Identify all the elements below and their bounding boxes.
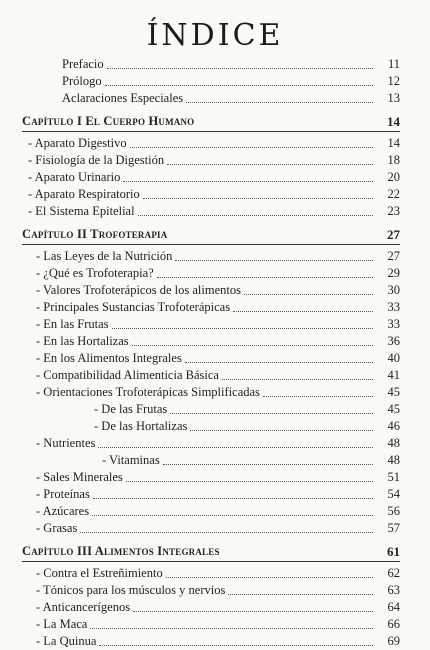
- dot-leader: [185, 362, 373, 363]
- dot-leader: [244, 294, 373, 295]
- dot-leader: [126, 481, 373, 482]
- toc-entry-page-number: 27: [387, 249, 400, 263]
- toc-entry-label: Prólogo: [62, 74, 102, 88]
- chapter-divider: [22, 561, 400, 562]
- page-title: ÍNDICE: [146, 18, 284, 53]
- toc-entry: [22, 520, 400, 537]
- toc-entry-label: - En las Hortalizas: [36, 334, 129, 348]
- toc-entry-page-number: 62: [387, 566, 400, 580]
- toc-entry-page-number: 64: [387, 600, 400, 614]
- toc-entry-page-number: 23: [387, 204, 400, 218]
- toc-entry: [22, 203, 400, 220]
- toc-entry-label: - Proteínas: [36, 487, 90, 501]
- toc-entry: [22, 435, 400, 452]
- toc-entry-label: - La Quinua: [36, 634, 97, 648]
- toc-entry-label: - Sales Minerales: [36, 470, 123, 484]
- dot-leader: [133, 611, 373, 612]
- toc-entry-page-number: 30: [387, 283, 400, 297]
- toc-entry-page-number: 40: [387, 351, 400, 365]
- toc-entry-page-number: 46: [387, 419, 400, 433]
- table-of-contents: [22, 56, 400, 650]
- chapter-heading-label: Capítulo II Trofoterapia: [22, 227, 168, 241]
- toc-entry: [22, 582, 400, 599]
- toc-entry: [22, 633, 400, 650]
- toc-entry: [22, 333, 400, 350]
- dot-leader: [228, 594, 373, 595]
- dot-leader: [107, 68, 373, 69]
- dot-leader: [222, 379, 373, 380]
- toc-entry-page-number: 22: [387, 187, 400, 201]
- dot-leader: [132, 345, 373, 346]
- chapter-divider: [22, 244, 400, 245]
- toc-entry-label: - Contra el Estreñimiento: [36, 566, 163, 580]
- toc-entry: [22, 616, 400, 633]
- chapter-heading-page-number: 27: [387, 227, 400, 242]
- toc-entry-page-number: 36: [387, 334, 400, 348]
- dot-leader: [167, 164, 373, 165]
- chapter-heading: [22, 542, 400, 560]
- dot-leader: [123, 181, 373, 182]
- dot-leader: [112, 328, 373, 329]
- toc-entry-page-number: 13: [387, 91, 400, 105]
- toc-entry-page-number: 45: [387, 385, 400, 399]
- toc-entry: [22, 452, 400, 469]
- toc-entry: [22, 248, 400, 265]
- toc-entry-label: - Nutrientes: [36, 436, 96, 450]
- toc-entry-label: - Aparato Digestivo: [28, 136, 127, 150]
- toc-entry-page-number: 14: [387, 136, 400, 150]
- chapter-heading-page-number: 14: [387, 114, 400, 129]
- toc-entry-page-number: 33: [387, 300, 400, 314]
- toc-entry-label: - Anticancerígenos: [36, 600, 131, 614]
- toc-entry: [22, 135, 400, 152]
- toc-entry-page-number: 11: [387, 57, 400, 71]
- toc-entry-label: - Azúcares: [36, 504, 90, 518]
- toc-entry: [22, 367, 400, 384]
- chapter-divider: [22, 131, 400, 132]
- toc-entry: [22, 401, 400, 418]
- toc-entry-page-number: 33: [387, 317, 400, 331]
- chapter-heading-label: Capítulo III Alimentos Integrales: [22, 544, 220, 558]
- dot-leader: [263, 396, 373, 397]
- toc-entry-page-number: 57: [387, 521, 400, 535]
- toc-entry-label: - Principales Sustancias Trofoterápicas: [36, 300, 231, 314]
- toc-entry: [22, 418, 400, 435]
- toc-entry-page-number: 18: [387, 153, 400, 167]
- toc-entry-label: - ¿Qué es Trofoterapia?: [36, 266, 154, 280]
- toc-entry: [22, 599, 400, 616]
- toc-entry-page-number: 66: [387, 617, 400, 631]
- toc-entry-page-number: 48: [387, 453, 400, 467]
- dot-leader: [190, 430, 373, 431]
- dot-leader: [90, 628, 373, 629]
- toc-entry-page-number: 54: [387, 487, 400, 501]
- toc-entry-page-number: 20: [387, 170, 400, 184]
- toc-entry-label: - La Maca: [36, 617, 88, 631]
- toc-entry-label: - De las Frutas: [94, 402, 168, 416]
- toc-entry: [22, 152, 400, 169]
- toc-entry: [22, 503, 400, 520]
- dot-leader: [105, 85, 373, 86]
- dot-leader: [93, 498, 373, 499]
- toc-entry-label: Aclaraciones Especiales: [62, 91, 184, 105]
- toc-entry-label: - Fisiología de la Digestión: [28, 153, 165, 167]
- chapter-heading-page-number: 61: [387, 544, 400, 559]
- toc-entry: [22, 73, 400, 90]
- toc-entry-page-number: 63: [387, 583, 400, 597]
- toc-entry-page-number: 12: [387, 74, 400, 88]
- dot-leader: [143, 198, 373, 199]
- toc-entry-label: - Aparato Urinario: [28, 170, 121, 184]
- toc-entry-page-number: 51: [387, 470, 400, 484]
- toc-entry: [22, 384, 400, 401]
- dot-leader: [170, 413, 373, 414]
- dot-leader: [80, 532, 373, 533]
- dot-leader: [130, 147, 373, 148]
- dot-leader: [163, 464, 373, 465]
- toc-entry-page-number: 45: [387, 402, 400, 416]
- toc-entry-page-number: 56: [387, 504, 400, 518]
- dot-leader: [186, 102, 373, 103]
- toc-entry-label: - En las Frutas: [36, 317, 109, 331]
- toc-entry: [22, 169, 400, 186]
- toc-entry-label: Prefacio: [62, 57, 104, 71]
- toc-entry: [22, 186, 400, 203]
- chapter-heading: [22, 225, 400, 243]
- dot-leader: [175, 260, 373, 261]
- toc-entry-label: - Las Leyes de la Nutrición: [36, 249, 173, 263]
- toc-entry-page-number: 48: [387, 436, 400, 450]
- dot-leader: [157, 277, 373, 278]
- toc-entry: [22, 565, 400, 582]
- dot-leader: [98, 447, 373, 448]
- toc-entry: [22, 56, 400, 73]
- toc-entry-label: - El Sistema Epitelial: [28, 204, 135, 218]
- toc-entry-page-number: 69: [387, 634, 400, 648]
- toc-entry-label: - En los Alimentos Integrales: [36, 351, 182, 365]
- toc-entry-label: - Aparato Respiratorio: [28, 187, 140, 201]
- dot-leader: [166, 577, 373, 578]
- toc-entry: [22, 316, 400, 333]
- toc-entry: [22, 469, 400, 486]
- dot-leader: [99, 645, 373, 646]
- toc-entry-page-number: 41: [387, 368, 400, 382]
- toc-entry-label: - Orientaciones Trofoterápicas Simplificadas: [36, 385, 260, 399]
- toc-entry-label: - Tónicos para los músculos y nervios: [36, 583, 226, 597]
- toc-entry: [22, 90, 400, 107]
- chapter-heading-label: Capítulo I El Cuerpo Humano: [22, 114, 195, 128]
- dot-leader: [233, 311, 373, 312]
- toc-entry-label: - Vitaminas: [102, 453, 160, 467]
- toc-entry: [22, 350, 400, 367]
- toc-entry: [22, 299, 400, 316]
- toc-entry-label: - Compatibilidad Alimenticia Básica: [36, 368, 219, 382]
- toc-entry-label: - De las Hortalizas: [94, 419, 188, 433]
- dot-leader: [92, 515, 373, 516]
- toc-entry-label: - Grasas: [36, 521, 78, 535]
- toc-entry: [22, 282, 400, 299]
- toc-entry: [22, 265, 400, 282]
- toc-entry-page-number: 29: [387, 266, 400, 280]
- dot-leader: [138, 215, 373, 216]
- chapter-heading: [22, 112, 400, 130]
- toc-entry-label: - Valores Trofoterápicos de los alimentos: [36, 283, 241, 297]
- toc-entry: [22, 486, 400, 503]
